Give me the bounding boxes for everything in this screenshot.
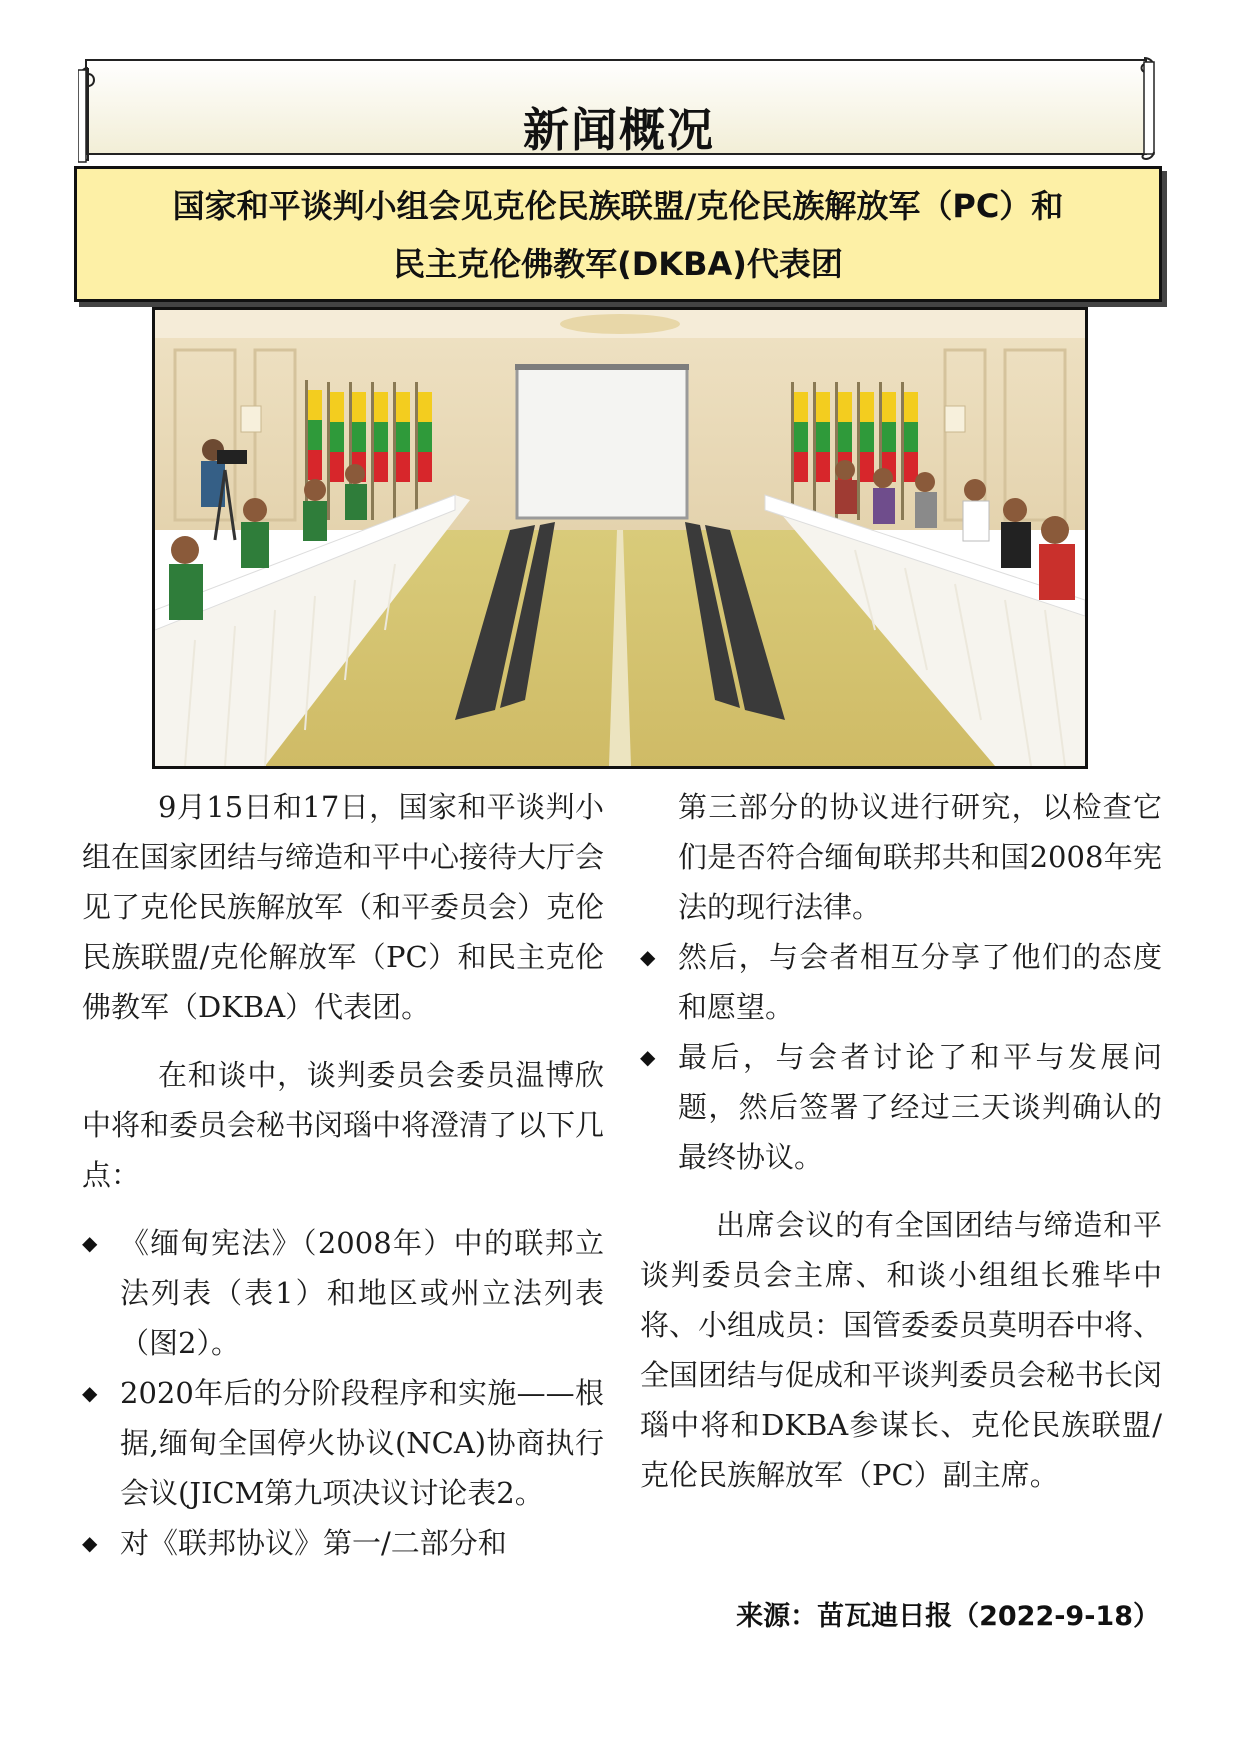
left-column <box>82 782 604 1568</box>
banner-scroll <box>78 56 1160 164</box>
right-bullet-list <box>640 932 1162 1182</box>
headline-line-1: 国家和平谈判小组会见克伦民族联盟/克伦民族解放军（PC）和 <box>172 187 1064 225</box>
list-item: ◆ 对《联邦协议》第一/二部分和 <box>82 1518 604 1568</box>
bullet-icon: ◆ <box>82 1531 98 1555</box>
meeting-room-illustration <box>155 310 1085 766</box>
bullet-icon: ◆ <box>640 1045 656 1069</box>
meeting-photo <box>152 307 1088 769</box>
list-item: ◆ 然后，与会者相互分享了他们的态度和愿望。 <box>640 932 1162 1032</box>
headline-box <box>74 166 1162 302</box>
bullet-icon: ◆ <box>82 1231 98 1255</box>
list-item: ◆ 《缅甸宪法》（2008年）中的联邦立法列表（表1）和地区或州立法列表（图2）。 <box>82 1218 604 1368</box>
paragraph-1: 9月15日和17日，国家和平谈判小组在国家团结与缔造和平中心接待大厅会见了克伦民族解放军（和平委员会）克伦民族联盟/克伦解放军（PC）和民主克伦佛教军（DKBA）代表团。 <box>82 790 605 1024</box>
bullet-continuation: 第三部分的协议进行研究，以检查它们是否符合缅甸联邦共和国2008年宪法的现行法律。 <box>678 790 1162 924</box>
list-item: ◆ 最后，与会者讨论了和平与发展问题，然后签署了经过三天谈判确认的最终协议。 <box>640 1032 1162 1182</box>
headline-line-2: 民主克伦佛教军(DKBA)代表团 <box>393 245 843 283</box>
list-item: ◆ 2020年后的分阶段程序和实施——根据,缅甸全国停火协议(NCA)协商执行会议(JICM第九项决议讨论表2。 <box>82 1368 604 1518</box>
bullet-icon: ◆ <box>82 1381 98 1405</box>
paragraph-2: 在和谈中，谈判委员会委员温博欣中将和委员会秘书闵瑙中将澄清了以下几点： <box>82 1058 605 1192</box>
left-bullet-list <box>82 1218 604 1568</box>
paragraph-3: 出席会议的有全国团结与缔造和平谈判委员会主席、和谈小组组长雅毕中将、小组成员：国管委委员莫明吞中将、全国团结与促成和平谈判委员会秘书长闵瑙中将和DKBA参谋长、克伦民族联盟/克伦民族解放军（PC）副主席。 <box>640 1208 1163 1492</box>
right-column <box>640 782 1162 1500</box>
source-credit: 来源：苗瓦迪日报（2022-9-18） <box>736 1601 1160 1632</box>
banner-title: 新闻概况 <box>523 103 715 157</box>
bullet-icon: ◆ <box>640 945 656 969</box>
